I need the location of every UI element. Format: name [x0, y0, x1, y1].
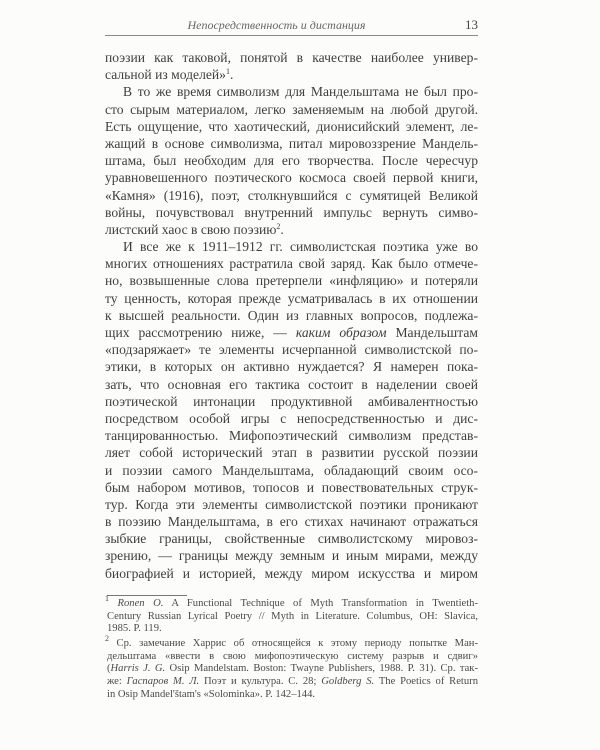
- text-segment: [109, 598, 118, 609]
- text-line: дельштама «ввести в свою мифопоэтическую систему разрыв и сдвиг»: [107, 650, 478, 662]
- italic-text: Harris J. G.: [110, 663, 166, 675]
- text-line: уравновешенного поэтического космоса своей первой книги,: [105, 170, 478, 186]
- text-line: [105, 663, 478, 676]
- text-line: 1985. P. 119.: [107, 623, 162, 635]
- text-segment: листский хаос в свою поэзию: [105, 221, 277, 237]
- footnotes: [105, 594, 478, 704]
- text-line: поэзии как таковой, понятой в качестве наиболее универ-: [105, 50, 478, 65]
- text-line: и поэзии самого Мандельштама, обладающий своим осо-: [105, 462, 478, 478]
- text-segment: же:: [107, 676, 127, 688]
- text-segment: Ср. замечание Харрис об относящейся к этому периоду попытке Ман-: [109, 638, 478, 650]
- italic-text: Goldberg S.: [321, 676, 375, 688]
- paragraph: [105, 238, 478, 582]
- text-segment: Поэт и культура. С. 28;: [199, 676, 322, 688]
- text-line: И все же к 1911–1912 гг. символистская поэтика уже во: [123, 239, 478, 255]
- text-segment: A Functional Technique of Myth Transformation in Twentieth-: [163, 598, 478, 609]
- text-line: войны, почувствовал внутренний импульс вернуть симво-: [105, 204, 478, 220]
- text-line: танцированностью. Мифопоэтический символизм представ-: [105, 428, 478, 444]
- text-segment: (: [107, 663, 111, 675]
- text-segment: .: [280, 221, 284, 237]
- text-line: «подзаряжает» те элементы исчерпанной символистской по-: [105, 342, 478, 358]
- text-line: но, возвышенные слова претерпели «инфляцию» и потеряли: [105, 273, 478, 289]
- paragraph: [105, 83, 478, 238]
- text-line: В то же время символизм для Мандельштама не был про-: [123, 84, 478, 100]
- text-line: тур. Когда эти элементы символистской поэтики проникают: [105, 496, 478, 512]
- text-segment: сальной из моделей»: [105, 67, 226, 83]
- text-line: зать, что основная его тактика состоит в наделении своей: [105, 376, 478, 392]
- text-line: к высшей реальности. Один из главных вопросов, подлежа-: [105, 307, 478, 323]
- text-line: Есть ощущение, что хаотический, дионисийский элемент, ле-: [105, 118, 478, 134]
- footnote-marker[interactable]: 1: [225, 67, 230, 77]
- text-line: биографией и историей, между миром искусства и миром: [105, 565, 478, 581]
- text-line: зрению, — границы между земным и иным мирами, между: [105, 548, 478, 564]
- text-segment: The Poetics of Return: [374, 676, 478, 688]
- text-line: Century Russian Lyrical Poetry // Myth in Literature. Columbus, OH: Slavica,: [107, 610, 478, 622]
- text-line: зыбкие границы, свойственные символистскому мировоз-: [105, 531, 478, 547]
- running-header: [105, 17, 478, 36]
- text-line: ту ценность, которая прежде усматривалась в их отношении: [105, 290, 478, 306]
- italic-text: Ronen O.: [117, 598, 164, 609]
- text-line: [105, 676, 478, 689]
- italic-text: Гаспаров М. Л.: [126, 676, 200, 688]
- text-line: сто сырым материалом, легко заменяемым на любой другой.: [105, 101, 478, 117]
- text-line: многих отношениях растратила свой заряд. Как было отмече-: [105, 256, 478, 272]
- text-line: в поэзию Мандельштама, в его стихах начинают отражаться: [105, 514, 478, 530]
- text-line: [105, 634, 478, 651]
- footnote-marker[interactable]: 2: [105, 634, 109, 644]
- text-line: штама, был необходим для его творчества. После чересчур: [105, 153, 478, 169]
- text-line: бым набором мотивов, топосов и повествовательных струк-: [105, 479, 478, 495]
- text-line: поэтической интонации продуктивной амбивалентностью: [105, 393, 478, 409]
- text-line: посредством особой игры с непосредственностью и дис-: [105, 410, 478, 426]
- running-header-title: Непосредственность и дистанция: [187, 18, 366, 32]
- text-segment: Osip Mandelstam. Boston: Twayne Publishers, 1988. P. 31). Ср. так-: [165, 663, 478, 675]
- text-line: [105, 221, 478, 238]
- text-line: этики, в которых он активно нуждается? Я намерен пока-: [105, 359, 478, 375]
- footnote-separator: [107, 595, 187, 596]
- text-line: [105, 324, 478, 341]
- footnote-marker[interactable]: 1: [105, 594, 109, 603]
- text-line: [105, 66, 478, 83]
- text-line: «Камня» (1916), поэт, столкнувшийся с сумятицей Великой: [105, 187, 478, 203]
- text-line: [105, 594, 478, 611]
- footnote: [105, 634, 478, 701]
- body-text: [105, 49, 478, 582]
- text-segment: .: [229, 67, 234, 83]
- text-line: ляет собой исторический этап в развитии русской поэзии: [105, 445, 478, 461]
- text-segment: Мандельштам: [386, 325, 478, 340]
- text-line: in Osip Mandel'štam's «Solominka». P. 142–144.: [107, 688, 316, 700]
- text-line: жащий в основе символизма, питал мировоззрение Мандель-: [105, 135, 478, 151]
- paragraph: [105, 49, 478, 83]
- page-number: 13: [465, 17, 478, 32]
- italic-text: каким образом: [295, 325, 387, 340]
- footnote-marker[interactable]: 2: [276, 221, 281, 231]
- text-segment: щих рассмотрению ниже, —: [105, 325, 296, 340]
- footnote: [105, 594, 478, 636]
